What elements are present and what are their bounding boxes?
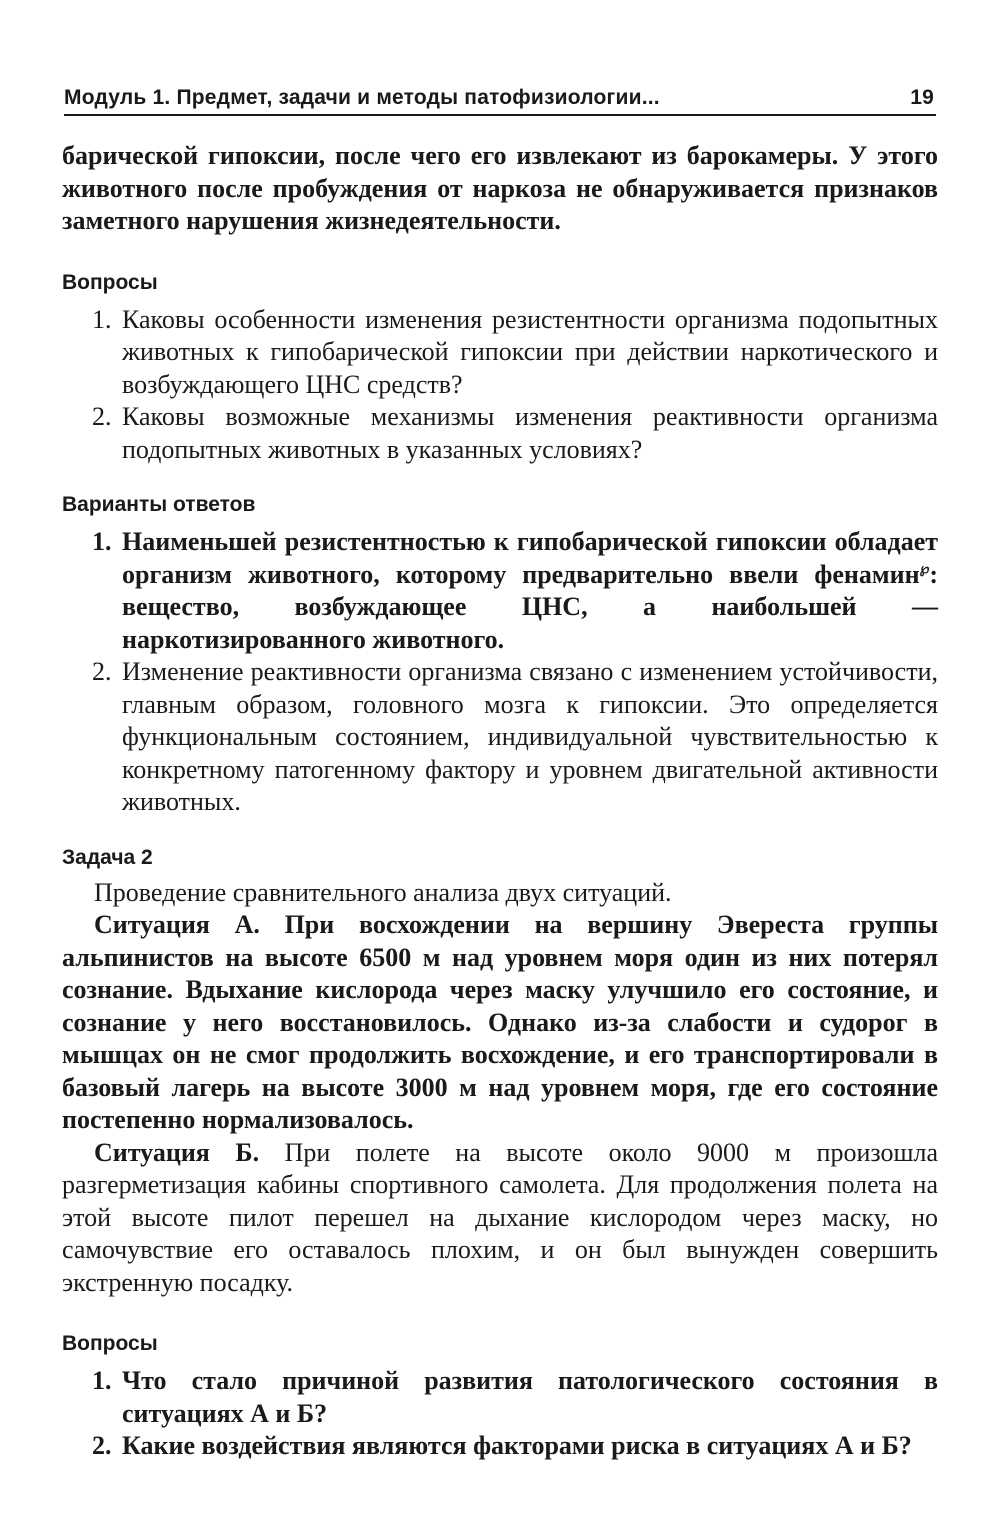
question-item: [62, 401, 938, 466]
question-item: [62, 304, 938, 402]
question-number: 1.: [92, 304, 112, 334]
page-number: 19: [910, 86, 934, 109]
questions-list-2: [62, 1365, 938, 1463]
situation-a-label: Ситуация А.: [94, 910, 260, 939]
intro-paragraph: барической гипоксии, после чего его извлекают из барокамеры. У этого животного после пробуждения от наркоза не обнаруживается признаков заметного нарушения жизнедеятельности.: [62, 141, 938, 235]
question-item: [62, 1430, 938, 1463]
question-text: Что стало причиной развития патологического состояния в ситуациях А и Б?: [122, 1366, 938, 1428]
question-number: 2.: [92, 1431, 112, 1460]
situation-b-paragraph: [62, 1137, 938, 1300]
questions-heading-1: Вопросы: [62, 270, 158, 294]
answer-text-continued: : вещество, возбуждающее ЦНС, а наибольшей — наркотизированного животного.: [122, 559, 938, 654]
task-heading: Задача 2: [62, 845, 153, 869]
registered-mark: ℘: [919, 561, 930, 577]
questions-heading-2: Вопросы: [62, 1332, 158, 1355]
answer-text: Наименьшей резистентностью к гипобарической гипоксии обладает организм животного, которому предварительно ввели фенамин: [122, 527, 938, 589]
questions-list-1: [62, 304, 938, 467]
question-text: Каковы возможные механизмы изменения реактивности организма подопытных животных в указанных условиях?: [122, 402, 938, 464]
answers-heading: Варианты ответов: [62, 493, 256, 516]
question-number: 2.: [92, 402, 112, 431]
answer-item: [62, 656, 938, 819]
page-content: [62, 140, 938, 1463]
answer-item: [62, 526, 938, 656]
answer-number: 1.: [92, 527, 112, 556]
situation-a-paragraph: [62, 909, 938, 1137]
question-text: Каковы особенности изменения резистентности организма подопытных животных к гипобарической гипоксии при действии наркотического и возбуждающего ЦНС средств?: [122, 304, 938, 399]
running-header-title: Модуль 1. Предмет, задачи и методы патофизиологии...: [64, 86, 660, 109]
situation-b-text: При полете на высоте около 9000 м произошла разгерметизация кабины спортивного самолета. Для продолжения полета на этой высоте пилот перешел на дыхание кислородом через маску, но самочувствие его оставалось плохим, и он был вынужден совершить экстренную посадку.: [62, 1137, 939, 1297]
question-item: [62, 1365, 938, 1430]
question-number: 1.: [92, 1366, 112, 1395]
running-header: [64, 80, 936, 116]
situation-b-label: Ситуация Б.: [94, 1137, 260, 1167]
task-intro: Проведение сравнительного анализа двух ситуаций.: [94, 877, 672, 907]
question-text: Какие воздействия являются факторами риска в ситуациях А и Б?: [122, 1431, 912, 1460]
answers-list: [62, 526, 938, 819]
answer-number: 2.: [92, 657, 112, 686]
answer-text: Изменение реактивности организма связано с изменением устойчивости, главным образом, головного мозга к гипоксии. Это определяется функциональным состоянием, индивидуальной чувствительностью к конкретному патогенному фактору и уровнем двигательной активности животных.: [122, 657, 938, 816]
situation-a-text: При восхождении на вершину Эвереста группы альпинистов на высоте 6500 м над уровнем моря один из них потерял сознание. Вдыхание кислорода через маску улучшило его состояние, и сознание у него восстановилось. Однако из-за слабости и судорог в мышцах он не смог продолжить восхождение, и его транспортировали в базовый лагерь на высоте 3000 м над уровнем моря, где его состояние постепенно нормализовалось.: [62, 910, 938, 1134]
